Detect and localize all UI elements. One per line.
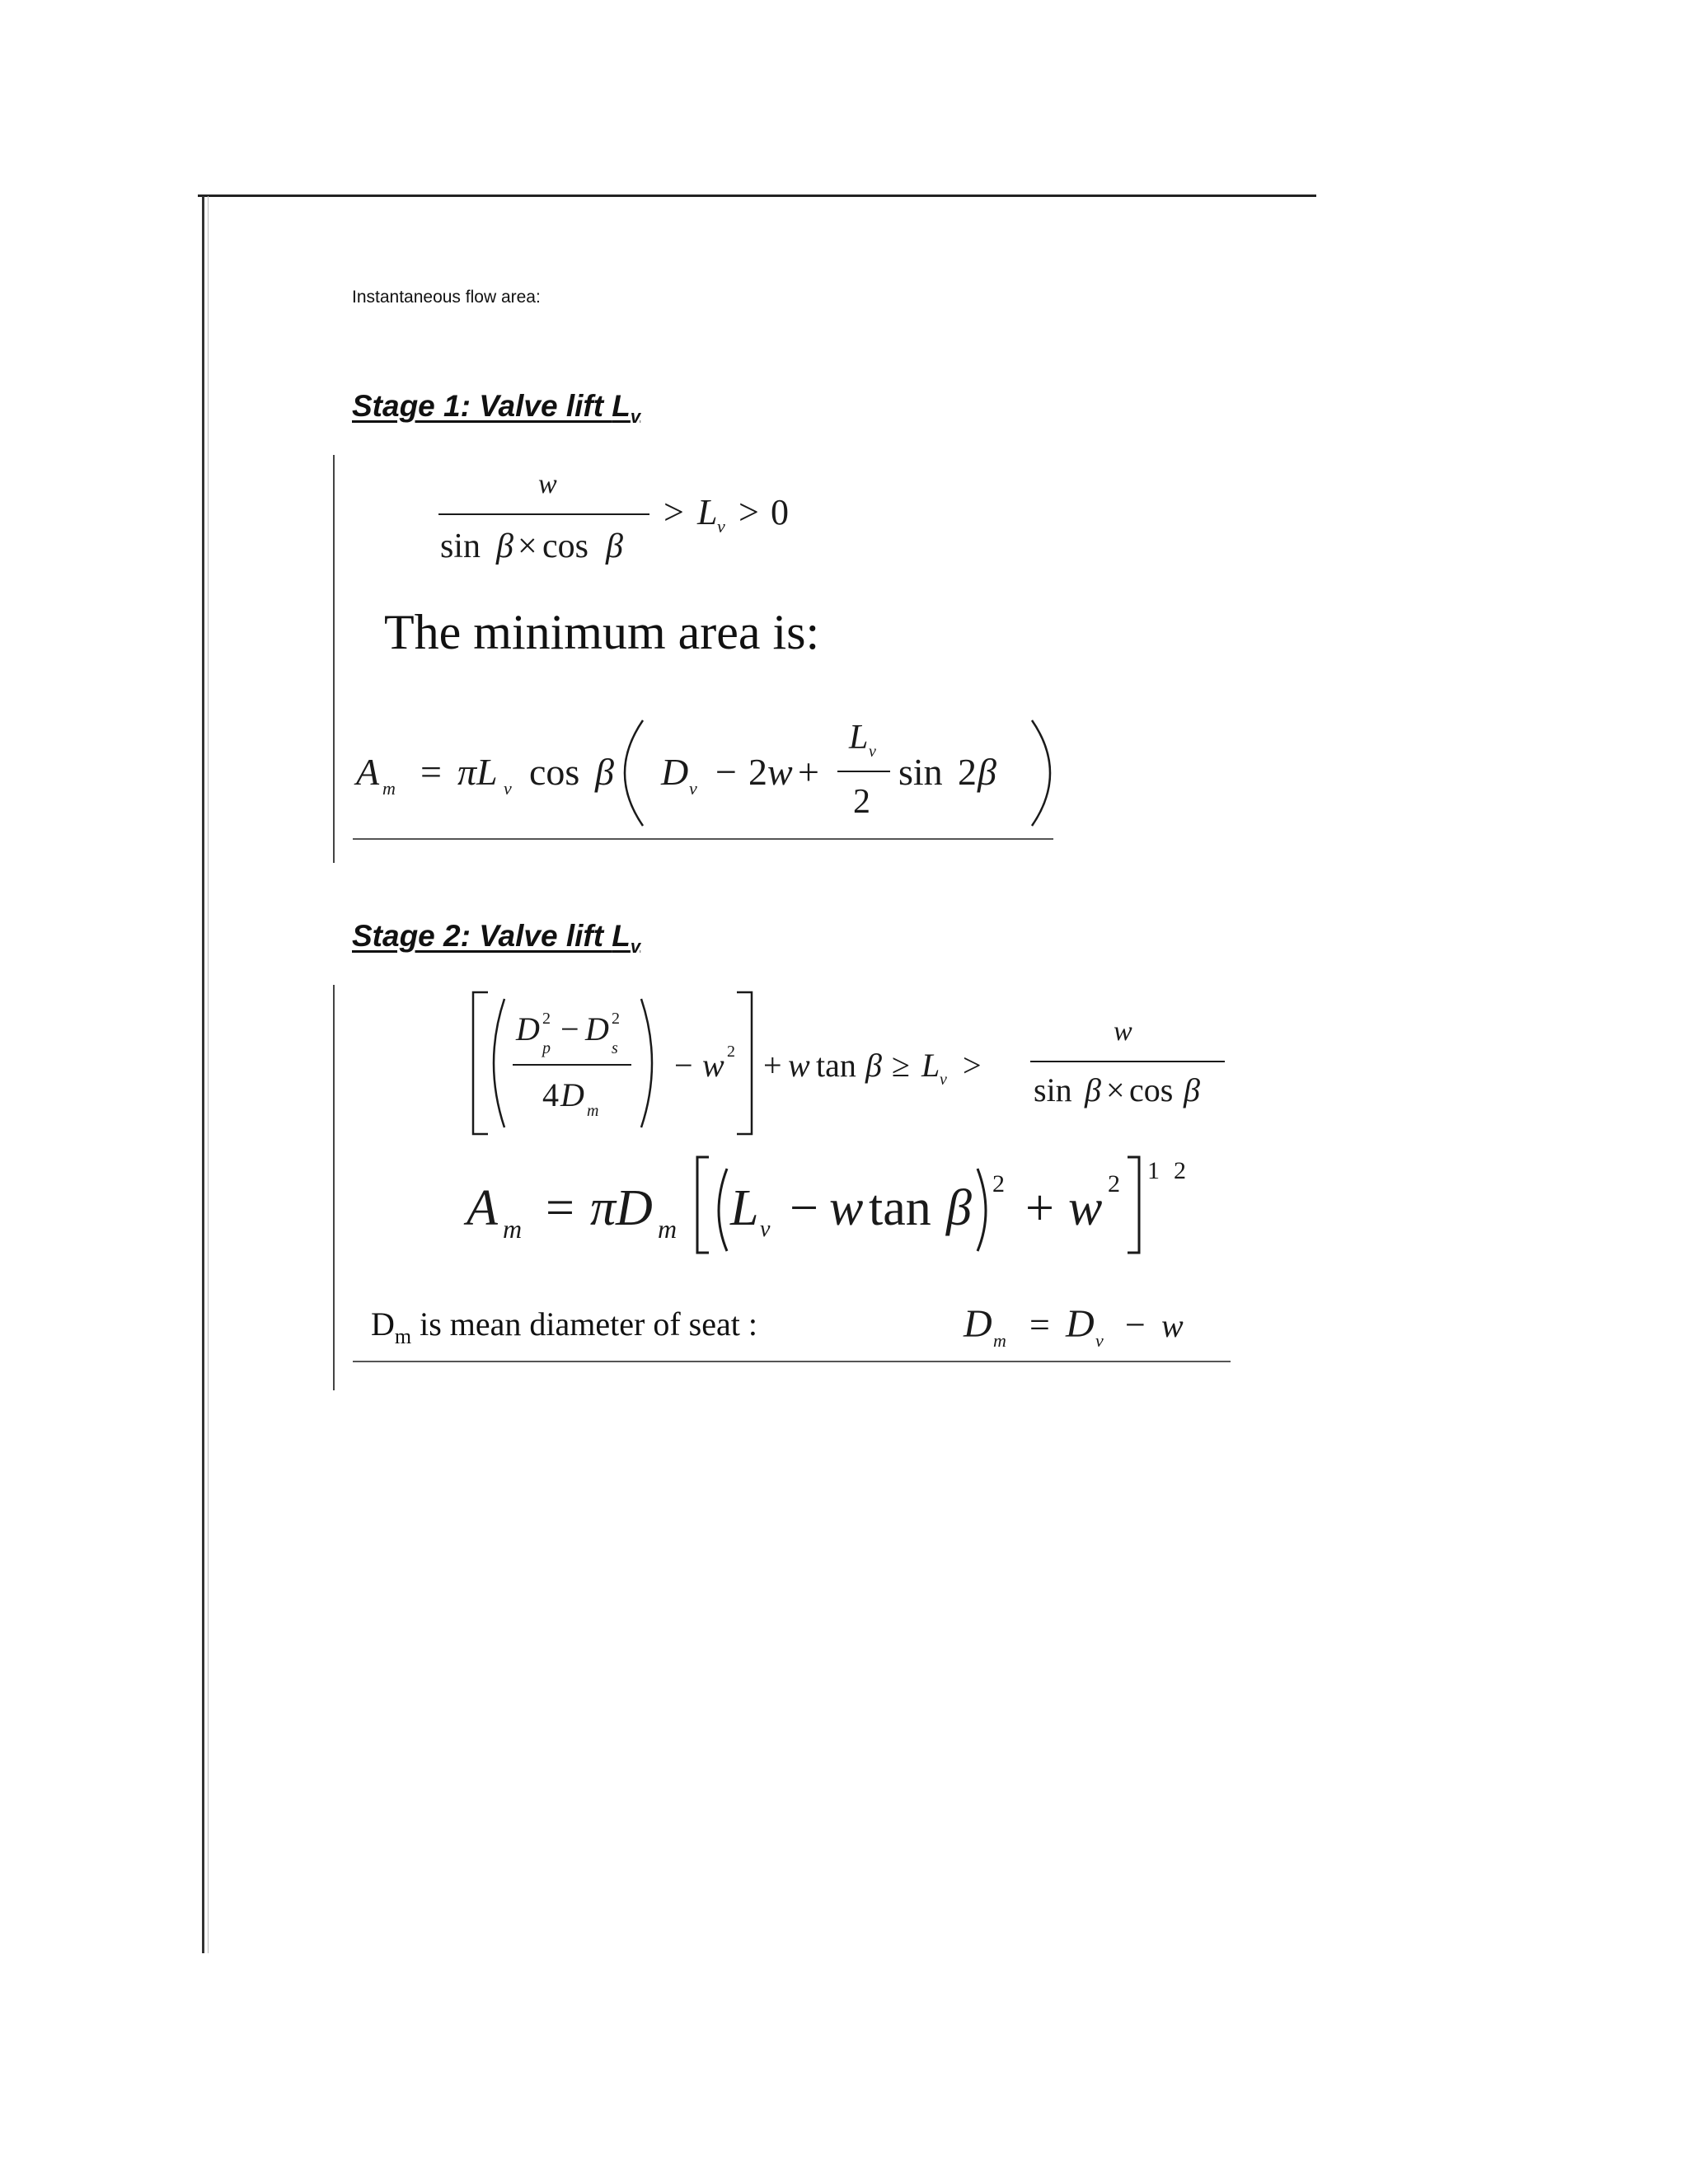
eq-symbol: − <box>715 751 737 793</box>
mean-diameter-formula <box>960 1296 1207 1353</box>
eq-symbol: v <box>689 778 697 799</box>
eq-symbol: πD <box>590 1180 653 1236</box>
eq-symbol: m <box>382 778 396 799</box>
stage1-inequality <box>429 462 824 569</box>
eq-symbol: p <box>542 1039 551 1057</box>
eq-symbol: w <box>1161 1307 1184 1344</box>
eq-symbol: 2 <box>542 1010 551 1028</box>
eq-symbol: v <box>940 1071 947 1089</box>
eq-symbol: m <box>503 1214 523 1244</box>
stage2-side-rule <box>333 985 335 1390</box>
eq-symbol: L <box>849 719 869 757</box>
eq-symbol: L <box>697 492 718 532</box>
eq-symbol: L <box>730 1180 759 1236</box>
intro-label: Instantaneous flow area: <box>352 288 541 307</box>
dm-subscript: m <box>394 1324 412 1348</box>
eq-symbol: D <box>560 1076 584 1113</box>
eq-symbol: 2 <box>1108 1170 1120 1197</box>
stage2-inequality <box>470 989 1228 1137</box>
eq-symbol: tan <box>869 1180 931 1236</box>
eq-symbol: β <box>865 1047 882 1084</box>
eq-symbol: w <box>1114 1016 1132 1047</box>
eq-symbol: w <box>702 1047 724 1084</box>
eq-symbol: m <box>993 1330 1006 1351</box>
dm-description: is mean diameter of seat : <box>411 1305 757 1343</box>
page-frame-left-shadow <box>208 196 209 1953</box>
eq-symbol: β <box>1085 1071 1101 1108</box>
eq-symbol: − <box>674 1047 693 1084</box>
eq-symbol: × <box>1106 1071 1125 1108</box>
eq-symbol: L <box>921 1047 940 1084</box>
eq-symbol: D <box>585 1010 609 1047</box>
eq-symbol: 4 <box>542 1076 559 1113</box>
stage1-heading-var: L <box>612 389 631 423</box>
eq-symbol: w <box>767 751 793 793</box>
eq-symbol: = <box>1029 1305 1050 1345</box>
eq-symbol: m <box>658 1214 678 1244</box>
eq-symbol: sin <box>898 751 943 793</box>
eq-symbol: 2 <box>853 783 870 821</box>
eq-symbol: w <box>1068 1180 1103 1236</box>
mean-diameter-definition <box>371 1305 757 1349</box>
eq-symbol: v <box>760 1216 771 1242</box>
eq-symbol: 2 <box>748 751 767 793</box>
stage1-heading-text: Stage 1: Valve lift <box>352 389 612 423</box>
eq-symbol: > <box>738 492 759 532</box>
eq-symbol: D <box>1066 1302 1095 1346</box>
eq-symbol: 1 <box>1147 1157 1160 1184</box>
stage2-heading-text: Stage 2: Valve lift <box>352 919 612 953</box>
eq-symbol: > <box>663 492 684 532</box>
eq-symbol: + <box>1025 1180 1054 1236</box>
eq-symbol: cos <box>542 527 588 565</box>
dm-symbol: D <box>371 1305 395 1343</box>
eq-symbol: − <box>560 1010 579 1047</box>
eq-bracket-right <box>1128 1157 1139 1253</box>
page-frame-top <box>198 194 1316 197</box>
eq-symbol: β <box>946 1180 972 1236</box>
eq-symbol: 2 <box>992 1170 1005 1197</box>
eq-paren-left <box>719 1169 727 1251</box>
eq-symbol: 2 <box>727 1043 735 1061</box>
eq-symbol: + <box>763 1047 782 1084</box>
stage1-side-rule <box>333 455 335 863</box>
stage2-heading-var: L <box>612 919 631 953</box>
eq-symbol: β <box>595 751 614 793</box>
eq-symbol: A <box>356 751 380 793</box>
eq-symbol: = <box>546 1180 574 1236</box>
eq-symbol: cos <box>529 751 580 793</box>
eq-paren-left <box>494 999 504 1127</box>
eq-paren-right <box>641 999 652 1127</box>
eq-symbol: A <box>467 1180 498 1236</box>
eq-symbol: sin <box>440 527 481 565</box>
stage2-bottom-rule <box>353 1361 1231 1362</box>
eq-symbol: w <box>538 469 557 499</box>
minimum-area-label: The minimum area is: <box>384 605 820 659</box>
eq-symbol: > <box>963 1047 982 1084</box>
eq-symbol: v <box>717 516 725 537</box>
stage2-area-formula <box>462 1146 1228 1261</box>
eq-symbol: w <box>829 1180 864 1236</box>
eq-symbol: β <box>1184 1071 1200 1108</box>
stage1-heading <box>352 389 640 428</box>
eq-symbol: D <box>964 1302 992 1346</box>
eq-symbol: 0 <box>771 492 789 532</box>
eq-symbol: × <box>518 527 537 565</box>
eq-bracket-left <box>473 992 488 1134</box>
eq-symbol: ≥ <box>892 1047 910 1084</box>
eq-symbol: 2 <box>958 751 977 793</box>
eq-symbol: 2 <box>1174 1157 1186 1184</box>
eq-symbol: m <box>587 1102 599 1120</box>
eq-symbol: β <box>606 527 623 565</box>
stage2-heading <box>352 919 640 958</box>
eq-symbol: w <box>788 1047 810 1084</box>
eq-symbol: πL <box>457 751 498 793</box>
eq-symbol: v <box>504 778 512 799</box>
eq-symbol: s <box>612 1039 618 1057</box>
eq-symbol: − <box>1125 1305 1146 1345</box>
eq-symbol: β <box>978 751 996 793</box>
eq-symbol: tan <box>816 1047 856 1084</box>
stage1-heading-sub: v <box>630 406 641 427</box>
eq-symbol: cos <box>1129 1071 1174 1108</box>
eq-bracket-right <box>737 992 752 1134</box>
eq-symbol: − <box>790 1180 818 1236</box>
eq-symbol: β <box>496 527 513 565</box>
eq-symbol: = <box>420 751 442 793</box>
eq-symbol: + <box>798 751 819 793</box>
eq-bracket-left <box>697 1157 709 1253</box>
stage1-area-formula <box>354 715 1063 839</box>
eq-symbol: D <box>661 751 689 793</box>
eq-symbol: v <box>869 743 876 761</box>
eq-paren-right <box>978 1169 986 1251</box>
eq-symbol: sin <box>1034 1071 1072 1108</box>
eq-symbol: v <box>1095 1330 1104 1351</box>
stage2-heading-sub: v <box>630 936 641 957</box>
page-frame-left <box>202 196 204 1953</box>
eq-symbol: 2 <box>612 1010 620 1028</box>
eq-paren-right <box>1032 720 1050 826</box>
eq-symbol: D <box>516 1010 540 1047</box>
eq-paren-left <box>625 720 643 826</box>
